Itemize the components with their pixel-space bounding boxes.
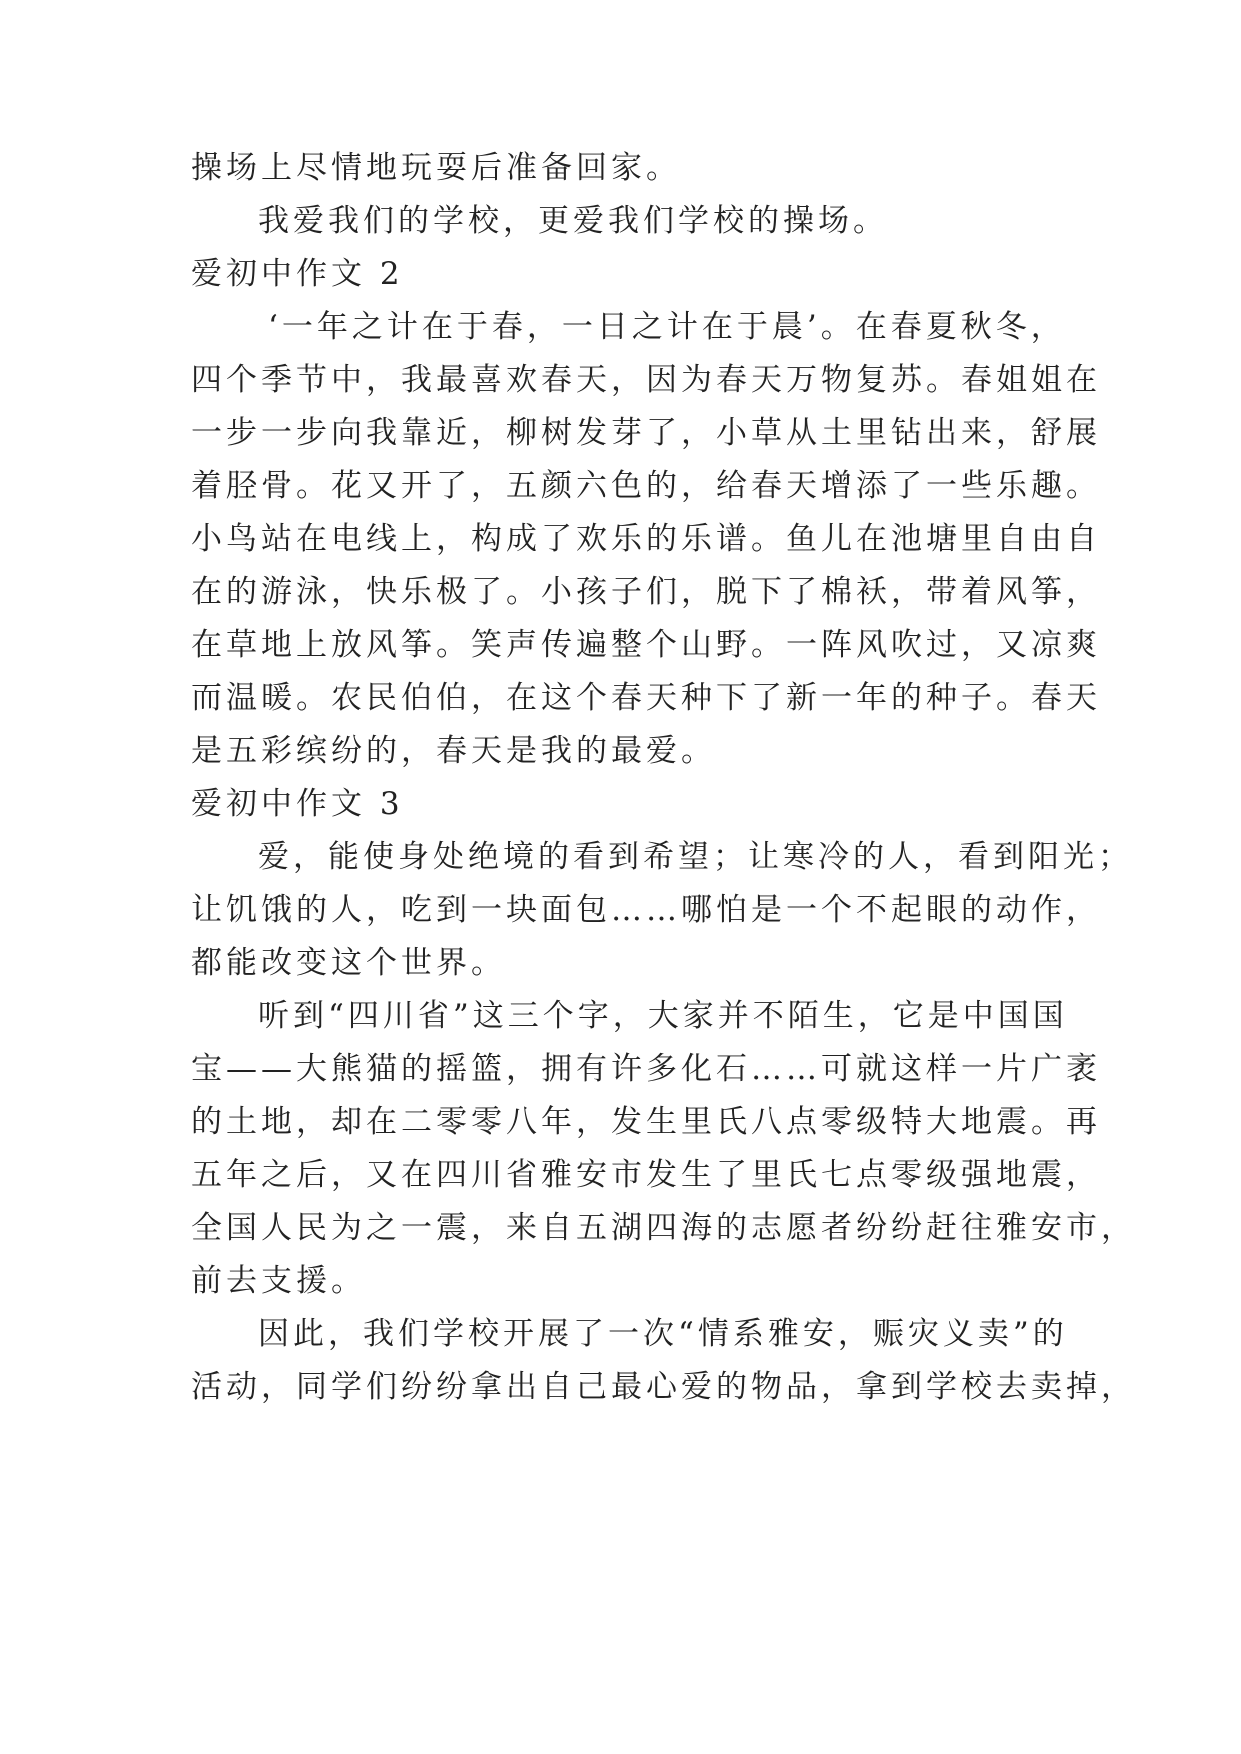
text-line: 五年之后，又在四川省雅安市发生了里氏七点零级强地震， [191,1157,1101,1193]
text-line: ‘一年之计在于春，一日之计在于晨’。在春夏秋冬， [268,309,1066,345]
text-line: 是五彩缤纷的，春天是我的最爱。 [191,733,716,769]
text-line: 全国人民为之一震，来自五湖四海的志愿者纷纷赶往雅安市， [191,1210,1136,1246]
text-line: 都能改变这个世界。 [191,945,506,981]
text-line: 宝——大熊猫的摇篮，拥有许多化石……可就这样一片广袤 [191,1051,1101,1087]
text-line: 的土地，却在二零零八年，发生里氏八点零级特大地震。再 [191,1104,1101,1140]
text-line: 操场上尽情地玩耍后准备回家。 [191,150,681,186]
section-heading: 爱初中作文 2 [191,256,404,292]
text-line: 在草地上放风筝。笑声传遍整个山野。一阵风吹过，又凉爽 [191,627,1101,663]
text-line: 因此，我们学校开展了一次“情系雅安，赈灾义卖”的 [258,1316,1068,1352]
text-line: 活动，同学们纷纷拿出自己最心爱的物品，拿到学校去卖掉， [191,1369,1136,1405]
text-line: 我爱我们的学校，更爱我们学校的操场。 [258,203,888,239]
text-line: 爱，能使身处绝境的看到希望；让寒冷的人，看到阳光； [258,839,1133,875]
text-line: 小鸟站在电线上，构成了欢乐的乐谱。鱼儿在池塘里自由自 [191,521,1101,557]
text-line: 在的游泳，快乐极了。小孩子们，脱下了棉袄，带着风筝， [191,574,1101,610]
text-line: 让饥饿的人，吃到一块面包……哪怕是一个不起眼的动作， [191,892,1101,928]
text-line: 一步一步向我靠近，柳树发芽了，小草从土里钻出来，舒展 [191,415,1101,451]
text-line: 四个季节中，我最喜欢春天，因为春天万物复苏。春姐姐在 [191,362,1101,398]
text-line: 听到“四川省”这三个字，大家并不陌生，它是中国国 [258,998,1068,1034]
text-line: 前去支援。 [191,1263,366,1299]
text-line: 而温暖。农民伯伯，在这个春天种下了新一年的种子。春天 [191,680,1101,716]
text-line: 着胫骨。花又开了，五颜六色的，给春天增添了一些乐趣。 [191,468,1101,504]
section-heading: 爱初中作文 3 [191,786,404,822]
